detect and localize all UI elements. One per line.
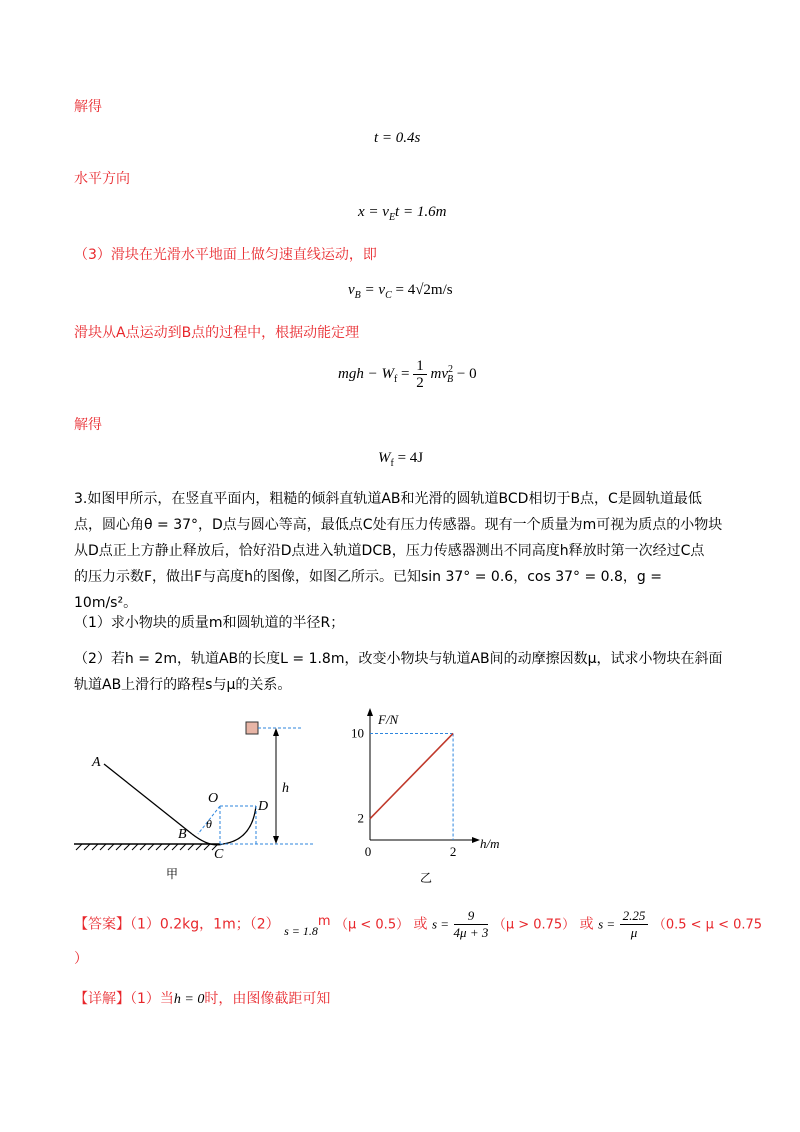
equation-energy: mgh − $W_f$ = $\frac{1}{2}$ $mv^2_B - 0$ [338, 358, 477, 391]
label-b: B [178, 827, 187, 842]
horizontal-label: 水平方向 [74, 171, 130, 187]
equation-x: $x = v_Et = 1.6m$ [358, 204, 447, 223]
label-a: A [92, 755, 101, 770]
x-axis-label: h/m [480, 836, 500, 851]
answer-close-paren: ） [74, 951, 88, 967]
answer-or-1: 或 [413, 916, 428, 933]
equation-t: t = 0.4s [374, 130, 421, 146]
problem-line: 3.如图甲所示，在竖直平面内，粗糙的倾斜直轨道AB和光滑的圆轨道BCD相切于B点，C是圆轨道最低 [74, 491, 702, 507]
detail-row [74, 988, 330, 1008]
problem-3-statement [74, 486, 726, 616]
answer-cond1: （μ < 0.5） [334, 917, 410, 933]
label-o: O [208, 791, 219, 806]
question-2 [74, 646, 726, 698]
figure-yi-chart [340, 706, 520, 886]
answer-s2-fraction: $\frac{9}{4\mu + 3}$ [453, 908, 489, 940]
equation-vb: $v_B = v_C = 4√2m/s$ [348, 282, 453, 301]
incline-ab [104, 764, 192, 834]
x-axis-arrow-icon [472, 837, 480, 843]
question-line: （2）若h = 2m，轨道AB的长度L = 1.8m，改变小物块与轨道AB间的动摩擦因数μ，试求小物块在斜面 [74, 651, 723, 667]
question-1: （1）求小物块的质量m和圆轨道的半径R； [74, 615, 345, 631]
x-tick-label: 0 [364, 844, 372, 859]
solve-label: 解得 [74, 99, 102, 115]
figure-caption-jia: 甲 [166, 867, 179, 881]
equation-wf: $W_f = 4J$ [378, 450, 424, 469]
part3-text: （3）滑块在光滑水平地面上做匀速直线运动，即 [74, 247, 377, 263]
circular-track [192, 806, 256, 845]
answer-part1: （1）0.2kg，1m；（2） [130, 916, 280, 933]
problem-line: 点，圆心角θ = 37°，D点与圆心等高，最低点C处有压力传感器。现有一个质量为m可视为质点的小物块 [74, 517, 723, 533]
ground-hatching [76, 844, 218, 850]
answer-or-2: 或 [579, 916, 594, 933]
answer-s3-fraction: $\frac{2.25}{\mu}$ [620, 908, 649, 941]
answer-cond3: （0.5 < μ < 0.75 [652, 917, 763, 933]
y-axis-arrow-icon [367, 708, 373, 716]
answer-s1: s = 1.8 [284, 923, 318, 938]
problem-line: 从D点正上方静止释放后，恰好沿D点进入轨道DCB，压力传感器测出不同高度h释放时第一次经过C点 [74, 543, 705, 559]
series-line [370, 733, 453, 818]
answer-tag: 【答案】 [74, 916, 130, 933]
label-theta: θ [206, 817, 212, 831]
solve-label-2: 解得 [74, 417, 102, 433]
figure-caption-yi: 乙 [420, 871, 433, 885]
label-c: C [214, 847, 224, 862]
answer-s1-unit: m [317, 913, 331, 929]
y-tick-label: 10 [351, 725, 364, 741]
answer-cond2: （μ > 0.75） [492, 917, 576, 933]
energy-theorem-text: 滑块从A点运动到B点的过程中，根据动能定理 [74, 325, 360, 341]
label-d: D [258, 799, 269, 814]
block-icon [246, 722, 258, 734]
problem-line: 的压力示数F，做出F与高度h的图像，如图乙所示。已知sin 37° = 0.6，cos 37° = 0.8，g = 10m/s²。 [74, 569, 662, 611]
arrow-up-icon [273, 728, 279, 736]
detail-text-post: 时，由图像截距可知 [204, 991, 331, 1007]
detail-tag: 【详解】 [74, 991, 130, 1007]
question-line: 轨道AB上滑行的路程s与μ的关系。 [74, 677, 292, 693]
fraction-half: $\frac{1}{2}$ [413, 358, 427, 391]
y-axis-label: F/N [378, 712, 399, 727]
arrow-down-icon [273, 836, 279, 844]
answer-s2-prefix: s = [432, 916, 450, 932]
detail-condition: h = 0 [173, 992, 205, 1007]
x-tick-label: 2 [449, 844, 457, 859]
detail-text-pre: （1）当 [130, 991, 174, 1007]
plot-area [351, 725, 456, 859]
label-h: h [282, 781, 289, 796]
answer-row [74, 908, 762, 941]
figure-jia [70, 716, 330, 886]
y-tick-label: 2 [357, 810, 364, 826]
answer-s3-prefix: s = [598, 916, 616, 932]
